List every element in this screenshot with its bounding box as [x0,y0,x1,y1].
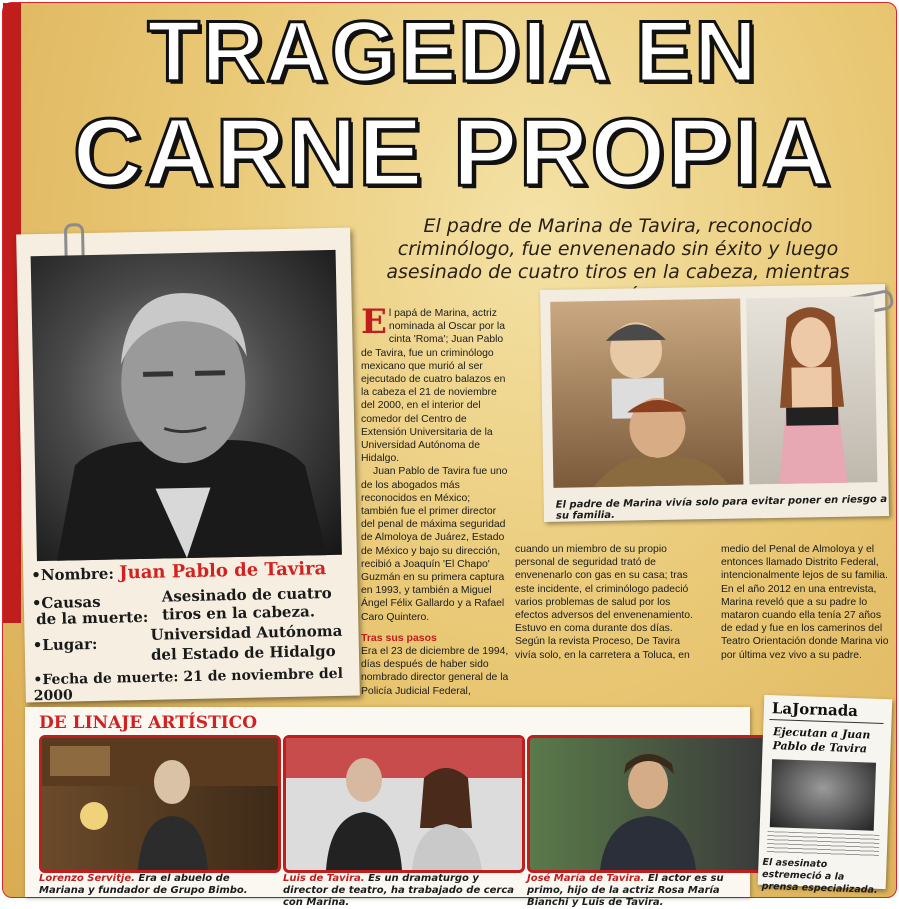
childhood-photo [550,299,743,488]
cause-label-2: de la muerte: [36,607,149,629]
family-photo-card [540,284,889,522]
lineage-caption-3 [527,873,763,909]
lineage-text-3: El actor es su primo, hijo de la actriz Rosa María Bianchi y Luis de Tavira. [527,873,724,908]
lineage-title: DE LINAJE ARTÍSTICO [39,713,258,733]
profile-card [16,228,360,703]
lineage-caption-1 [39,873,275,897]
place-value-1: Universidad Autónoma [150,621,343,644]
lineage-name-2: Luis de Tavira. [283,873,365,884]
newspaper-clipping [758,695,893,896]
cause-value-1: Asesinado de cuatro [161,584,332,606]
photo-caption: El padre de Marina vivía solo para evitar poner en riesgo a su familia. [555,494,888,522]
article-page [2,2,897,908]
cause-label-1: •Causas [31,592,101,613]
date-label: •Fecha de muerte: [33,669,179,689]
newspaper-headline-1: Ejecutan a Juan [772,725,871,742]
lineage-photo-2 [283,735,525,873]
lineage-section [25,707,750,908]
article-column-3 [721,543,889,662]
lineage-name-1: Lorenzo Servitje. [39,873,135,884]
portrait-photo [31,250,342,561]
dropcap: E [361,302,387,342]
name-value: Juan Pablo de Tavira [118,558,327,584]
lineage-photo-3 [527,735,769,873]
lineage-caption-2 [283,873,519,909]
date-value: 21 de noviembre del 2000 [33,665,344,705]
headline-line-2: CARNE PROPIA [72,99,834,206]
newspaper-headline-2: Pablo de Tavira [772,739,868,756]
lineage-text-2: Es un dramaturgo y director de teatro, ha trabajado de cerca con Marina. [283,873,515,908]
marina-photo [746,296,877,484]
article-paragraph-2: Juan Pablo de Tavira fue uno de los abogados más reconocidos en México; también fue el primer director del penal de máxima seguridad de Almoloya de Juárez, Estado de México y bajo su dirección, recibió a Joaquín 'El Chapo' Guzmán en su primera captura en 1993, y también a Miguel Ángel Félix Gallardo y a Rafael Caro Quintero. [361,466,508,623]
place-value-2: del Estado de Hidalgo [150,641,336,664]
article-paragraph-3: Era el 23 de diciembre de 1994, días después de haber sido nombrado director general de la Policía Judicial Federal, [361,646,509,697]
newspaper-photo [770,759,876,831]
newspaper-text-lines [767,831,880,857]
article-paragraph-1: l papá de Marina, actriz nominada al Oscar por la cinta 'Roma'; Juan Pablo de Tavira, fue un criminólogo mexicano que murió al ser ejecutado de cuatro balazos en la cabeza el 21 de noviembre del 2000, en el interior del comedor del Centro de Extensión Universitaria de la Universidad Autónoma de Hidalgo. [361,308,506,465]
headline-line-1: TRAGEDIA EN [147,4,759,100]
portrait-illustration [31,250,342,561]
lineage-text-1: Era el abuelo de Mariana y fundador de Grupo Bimbo. [39,873,248,896]
subheadline: El padre de Marina de Tavira, reconocido criminólogo, fue envenenado sin éxito y luego asesinado de cuatro tiros en la cabeza, mientras [386,215,850,283]
lineage-name-3: José María de Tavira. [527,873,645,884]
article-subhead: Tras sus pasos [361,631,437,644]
article-column-2 [515,543,693,662]
newspaper-caption: El asesinato estremeció a la prensa especializada. [761,856,878,896]
newspaper-masthead: LaJornada [771,699,859,721]
article-paragraph-5: medio del Penal de Almoloya y el entonces llamado Distrito Federal, intencionalmente lejos de su familia. En el año 2012 en una entrevista, Marina reveló que a su padre lo mataron cuando ella tenía 27 años de edad y fue en los camerinos del Teatro Orientación donde Marina vio por última vez vivo a su padre. [721,544,889,661]
place-label: •Lugar: [32,634,98,655]
cause-value-2: tiros en la cabeza. [161,602,316,624]
lineage-photo-1 [39,735,281,873]
name-label: •Nombre: [31,564,115,585]
article-column-1 [361,302,509,698]
article-paragraph-4: cuando un miembro de su propio personal de seguridad trató de envenenarlo con gas en su casa; tras este incidente, el criminólogo padeció varios problemas de salud por los efectos adversos del envenenamiento. Estuvo en coma durante dos días. Según la revista Proceso, De Tavira vivía solo, en la carretera a Toluca, en [515,544,693,661]
